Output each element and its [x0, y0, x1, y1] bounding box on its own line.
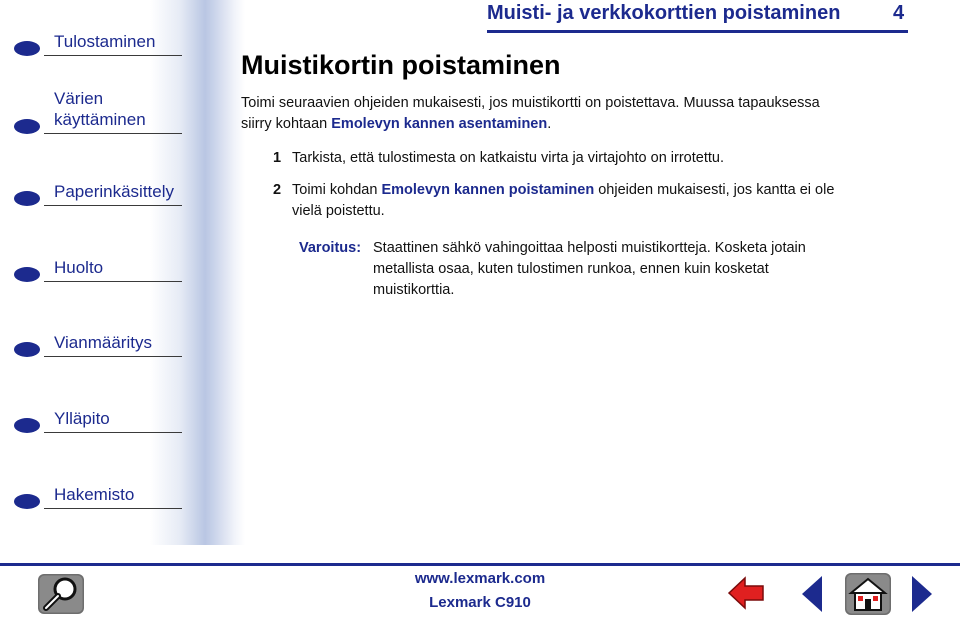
footer-model: Lexmark C910: [429, 594, 531, 611]
nav-bullet-icon: [14, 119, 40, 134]
nav-bullet-icon: [14, 191, 40, 206]
step-text-part: Toimi kohdan: [292, 182, 382, 198]
step-text: Tarkista, että tulostimesta on katkaistu virta ja virtajohto on irrotettu.: [292, 150, 724, 166]
sidebar-item-huolto[interactable]: [10, 246, 182, 282]
sidebar: [0, 0, 245, 545]
warning-text: [373, 238, 933, 301]
link-emolevyn-kannen-poistaminen[interactable]: Emolevyn kannen poistaminen: [381, 182, 595, 198]
sidebar-item-label[interactable]: Hakemisto: [54, 485, 135, 504]
step-text-part: vielä poistettu.: [292, 203, 385, 219]
step-number: 2: [273, 182, 282, 198]
sidebar-item-hakemisto[interactable]: [10, 473, 182, 509]
nav-underline: [44, 205, 182, 206]
footer-url-link[interactable]: www.lexmark.com: [414, 570, 546, 587]
nav-bullet-icon: [14, 342, 40, 357]
warning-line: muistikorttia.: [373, 282, 455, 298]
nav-bullet-icon: [14, 494, 40, 509]
warning-line: Staattinen sähkö vahingoittaa helposti muistikortteja. Kosketa jotain: [373, 240, 806, 256]
sidebar-item-label[interactable]: Värien käyttäminen: [54, 89, 146, 129]
step-text: [292, 180, 922, 222]
intro-text: siirry kohtaan: [241, 116, 332, 132]
nav-bullet-icon: [14, 267, 40, 282]
step-number: 1: [273, 150, 282, 166]
header-divider: [487, 30, 908, 33]
nav-underline: [44, 356, 182, 357]
intro-text: .: [547, 116, 552, 132]
footer-divider: [0, 563, 960, 566]
page-title: Muistikortin poistaminen: [241, 50, 561, 80]
sidebar-item-label[interactable]: Ylläpito: [54, 409, 110, 428]
sidebar-item-vianmaaritys[interactable]: [10, 321, 182, 357]
sidebar-item-paperinkasittely[interactable]: [10, 170, 182, 206]
nav-underline: [44, 55, 182, 56]
sidebar-item-tulostaminen[interactable]: [10, 20, 182, 56]
nav-underline: [44, 432, 182, 433]
sidebar-item-label[interactable]: Tulostaminen: [54, 32, 156, 51]
warning-line: metallista osaa, kuten tulostimen runkoa, ennen kuin kosketat: [373, 261, 769, 277]
warning-label: [299, 238, 361, 259]
sidebar-item-label[interactable]: Huolto: [54, 258, 104, 277]
page-number: 4: [893, 2, 905, 24]
warning-label-text: Varoitus:: [299, 240, 362, 256]
intro-paragraph: [241, 93, 921, 135]
step-text-part: ohjeiden mukaisesti, jos kantta ei ole: [594, 182, 835, 198]
nav-underline: [44, 508, 182, 509]
section-title: Muisti- ja verkkokorttien poistaminen: [487, 2, 841, 24]
link-emolevyn-kannen-asentaminen[interactable]: Emolevyn kannen asentaminen: [331, 116, 548, 132]
nav-underline: [44, 281, 182, 282]
nav-bullet-icon: [14, 41, 40, 56]
magnifier-icon[interactable]: [38, 574, 84, 614]
nav-bullet-icon: [14, 418, 40, 433]
sidebar-item-label[interactable]: Paperinkäsittely: [54, 182, 175, 201]
house-icon[interactable]: [845, 573, 891, 615]
sidebar-item-label[interactable]: Vianmääritys: [54, 333, 152, 352]
sidebar-item-varien-kayttaminen[interactable]: [10, 84, 182, 134]
red-arrow-left-icon[interactable]: [727, 575, 765, 611]
triangle-right-icon[interactable]: [910, 574, 934, 614]
sidebar-item-yllapito[interactable]: [10, 397, 182, 433]
triangle-left-icon[interactable]: [800, 574, 824, 614]
intro-text: Toimi seuraavien ohjeiden mukaisesti, jos muistikortti on poistettava. Muussa tapauksessa: [241, 95, 820, 111]
nav-underline: [44, 133, 182, 134]
